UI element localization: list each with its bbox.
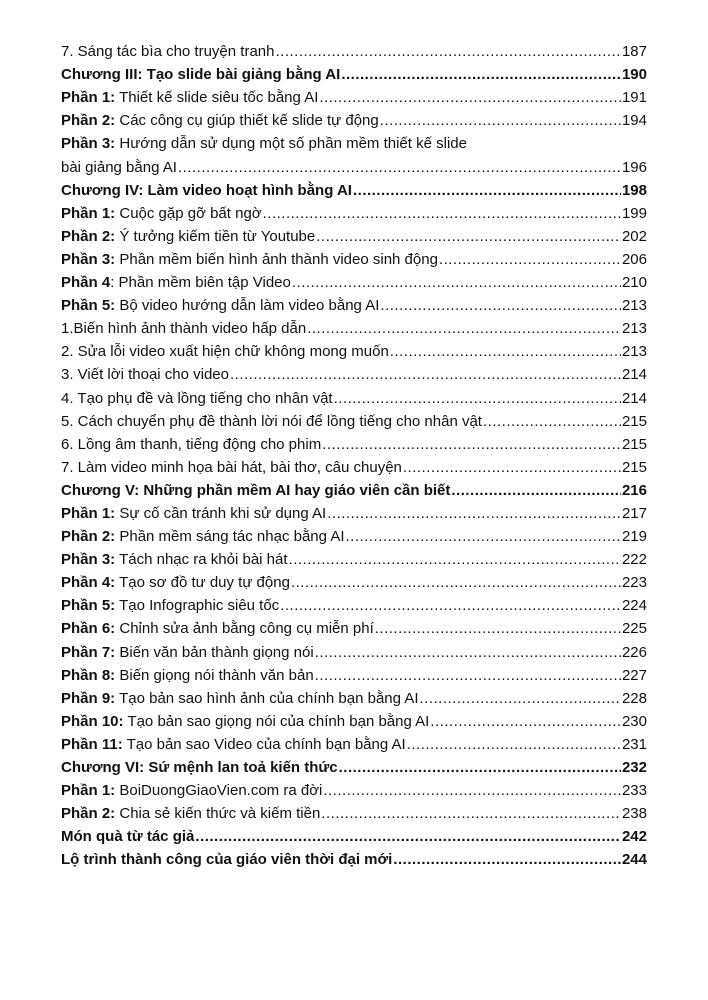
toc-entry-title [61, 459, 402, 477]
dot-leader [292, 274, 621, 292]
toc-entry-line [61, 130, 647, 153]
toc-entry-prefix: Phần 7: [61, 643, 116, 661]
toc-entry-title [61, 205, 262, 223]
toc-entry-text: Chương VI: Sứ mệnh lan toả kiến thức [61, 759, 338, 776]
toc-entry[interactable] [61, 130, 647, 176]
toc-entry-prefix: Phần 3: [61, 135, 116, 153]
toc-entry[interactable] [61, 546, 647, 569]
toc-entry-text: BoiDuongGiaoVien.com ra đời [115, 782, 323, 800]
dot-leader [275, 43, 620, 61]
toc-entry-prefix: Phần 1: [61, 504, 116, 522]
toc-page-number: 238 [621, 805, 647, 823]
dot-leader [315, 667, 621, 685]
dot-leader [393, 851, 621, 869]
toc-entry[interactable] [61, 569, 647, 592]
toc-entry[interactable] [61, 292, 647, 315]
toc-entry-title [61, 228, 315, 246]
toc-chapter[interactable] [61, 754, 647, 777]
toc-page-number: 190 [621, 66, 647, 84]
toc-chapter[interactable] [61, 846, 647, 869]
toc-entry[interactable] [61, 592, 647, 615]
toc-entry-prefix: Phần 4: [61, 574, 116, 592]
toc-entry-prefix: Phần 2: [61, 227, 116, 245]
toc-entry-title [61, 620, 374, 638]
toc-entry-prefix: Phần 9: [61, 689, 116, 707]
toc-entry[interactable] [61, 431, 647, 454]
toc-entry-text: Biến giọng nói thành văn bản [115, 666, 314, 684]
toc-entry-title [61, 89, 318, 107]
toc-entry-text: Tạo bản sao hình ảnh của chính bạn bằng AI [115, 689, 419, 707]
toc-page-number: 217 [621, 504, 647, 522]
toc-entry-title [61, 828, 194, 846]
toc-entry-text: Tạo sơ đồ tư duy tự động [115, 574, 290, 592]
toc-page-number: 228 [621, 689, 647, 707]
toc-entry-title [61, 413, 482, 431]
toc-entry-title [61, 528, 345, 546]
toc-page-number: 224 [621, 597, 647, 615]
toc-entry-text: Sự cố cần tránh khi sử dụng AI [115, 504, 327, 522]
toc-entry-title [61, 343, 389, 361]
dot-leader [230, 366, 621, 384]
toc-entry[interactable] [61, 315, 647, 338]
dot-leader [380, 112, 621, 130]
toc-entry[interactable] [61, 615, 647, 638]
dot-leader [263, 205, 621, 223]
toc-entry-text: bài giảng bằng AI [61, 158, 177, 176]
dot-leader [316, 228, 621, 246]
toc-entry-prefix: Phần 2: [61, 528, 116, 546]
toc-entry[interactable] [61, 708, 647, 731]
toc-entry-text: Tạo bản sao giọng nói của chính bạn bằng AI [123, 712, 430, 730]
table-of-contents [61, 38, 647, 869]
dot-leader [353, 182, 621, 200]
toc-entry[interactable] [61, 523, 647, 546]
toc-entry-text: 7. Sáng tác bìa cho truyện tranh [61, 43, 275, 61]
dot-leader [291, 574, 621, 592]
toc-entry-text: 2. Sửa lỗi video xuất hiện chữ không mong muốn [61, 343, 389, 361]
dot-leader [407, 736, 621, 754]
toc-page-number: 191 [621, 89, 647, 107]
toc-entry-prefix: Phần 3: [61, 250, 116, 268]
toc-page-number: 194 [621, 112, 647, 130]
toc-entry[interactable] [61, 500, 647, 523]
dot-leader [322, 436, 621, 454]
toc-entry-prefix: Phần 2: [61, 112, 116, 130]
toc-page-number: 233 [621, 782, 647, 800]
dot-leader [195, 828, 621, 846]
toc-entry-prefix: Phần 8: [61, 666, 116, 684]
toc-entry-prefix: Phần 10: [61, 712, 124, 730]
toc-page-number: 214 [621, 389, 647, 407]
toc-entry[interactable] [61, 777, 647, 800]
toc-entry[interactable] [61, 638, 647, 661]
toc-page-number: 244 [621, 851, 647, 869]
toc-entry-title [61, 482, 450, 500]
dot-leader [319, 89, 621, 107]
toc-entry-text: 3. Viết lời thoại cho video [61, 366, 229, 384]
toc-entry[interactable] [61, 384, 647, 407]
toc-entry-prefix: Phần 5: [61, 297, 116, 315]
toc-page-number: 225 [621, 620, 647, 638]
toc-entry[interactable] [61, 107, 647, 130]
toc-entry-text: 6. Lồng âm thanh, tiếng động cho phim [61, 435, 322, 453]
toc-entry-text: Chương IV: Làm video hoạt hình bằng AI [61, 181, 352, 199]
toc-entry-title [61, 112, 379, 130]
toc-entry-title [61, 713, 429, 731]
toc-entry-text: 7. Làm video minh họa bài hát, bài thơ, câu chuyện [61, 458, 402, 476]
dot-leader [321, 805, 621, 823]
dot-leader [178, 159, 621, 177]
toc-entry-text: Các công cụ giúp thiết kế slide tự động [115, 112, 379, 130]
toc-page-number: 198 [621, 181, 647, 199]
toc-entry-text: : Phần mềm biên tập Video [110, 274, 291, 292]
toc-entry-title [61, 135, 467, 153]
toc-entry[interactable] [61, 200, 647, 223]
toc-entry-text: Tách nhạc ra khỏi bài hát [115, 551, 288, 569]
toc-entry-text: Bộ video hướng dẫn làm video bằng AI [115, 297, 380, 315]
toc-entry-title [61, 574, 290, 592]
toc-chapter[interactable] [61, 477, 647, 500]
toc-entry-prefix: Phần 5: [61, 597, 116, 615]
dot-leader [339, 759, 621, 777]
toc-entry-title [61, 690, 419, 708]
dot-leader [451, 482, 621, 500]
toc-entry-title [61, 644, 314, 662]
toc-chapter[interactable] [61, 823, 647, 846]
toc-entry-title [61, 736, 406, 754]
toc-entry-text: Cuộc gặp gỡ bất ngờ [115, 204, 262, 222]
toc-entry-prefix: Phần 3: [61, 551, 116, 569]
toc-entry[interactable] [61, 338, 647, 361]
dot-leader [403, 459, 621, 477]
toc-entry-title [61, 251, 438, 269]
toc-page-number: 215 [621, 435, 647, 453]
dot-leader [323, 782, 621, 800]
toc-entry-text: Ý tưởng kiếm tiền từ Youtube [115, 227, 316, 245]
toc-entry-text: Biến văn bản thành giọng nói [115, 643, 314, 661]
toc-entry-title [61, 597, 279, 615]
toc-entry-prefix: Phần 4 [61, 274, 111, 292]
toc-entry-prefix: Phần 1: [61, 89, 116, 107]
toc-entry-title [61, 390, 333, 408]
toc-entry-text: Chương III: Tạo slide bài giảng bằng AI [61, 66, 341, 84]
toc-page-number: 187 [621, 43, 647, 61]
toc-entry-title [61, 667, 314, 685]
toc-entry-prefix: Phần 11: [61, 735, 123, 753]
dot-leader [420, 690, 621, 708]
toc-entry-prefix: Phần 1: [61, 204, 116, 222]
dot-leader [375, 620, 621, 638]
toc-entry[interactable] [61, 246, 647, 269]
toc-page-number: 242 [621, 828, 647, 846]
dot-leader [483, 413, 621, 431]
toc-entry-title [61, 320, 306, 338]
toc-entry[interactable] [61, 361, 647, 384]
toc-entry-text: 1.Biến hình ảnh thành video hấp dẫn [61, 320, 307, 338]
toc-page-number: 215 [621, 458, 647, 476]
toc-page-number: 223 [621, 574, 647, 592]
toc-entry-title [61, 274, 291, 292]
toc-entry-title [61, 851, 392, 869]
toc-entry-title [61, 66, 340, 84]
toc-entry[interactable] [61, 800, 647, 823]
dot-leader [280, 597, 621, 615]
toc-page-number: 213 [621, 320, 647, 338]
toc-page-number: 216 [621, 481, 647, 499]
toc-page-number: 230 [621, 712, 647, 730]
dot-leader [307, 320, 621, 338]
toc-entry-text: Tạo Infographic siêu tốc [115, 597, 280, 615]
dot-leader [315, 644, 621, 662]
toc-entry-text: Phần mềm biến hình ảnh thành video sinh động [115, 250, 438, 268]
toc-entry-text: Chương V: Những phần mềm AI hay giáo viên cần biết [61, 481, 451, 499]
toc-page-number: 232 [621, 759, 647, 776]
toc-chapter[interactable] [61, 61, 647, 84]
toc-page-number: 199 [621, 204, 647, 222]
dot-leader [341, 66, 621, 84]
toc-entry-title [61, 436, 321, 454]
dot-leader [289, 551, 621, 569]
toc-page-number: 202 [621, 227, 647, 245]
toc-entry-text: Chỉnh sửa ảnh bằng công cụ miễn phí [115, 620, 374, 638]
toc-entry-title [61, 759, 338, 777]
toc-entry-prefix: Phần 1: [61, 782, 116, 800]
toc-page-number: 222 [621, 551, 647, 569]
toc-entry[interactable] [61, 685, 647, 708]
toc-entry[interactable] [61, 269, 647, 292]
toc-entry-text: Tạo bản sao Video của chính bạn bằng AI [122, 735, 406, 753]
toc-page-number: 213 [621, 297, 647, 315]
toc-page-number: 214 [621, 366, 647, 384]
toc-entry[interactable] [61, 408, 647, 431]
toc-page-number: 213 [621, 343, 647, 361]
dot-leader [430, 713, 621, 731]
toc-page-number: 215 [621, 412, 647, 430]
toc-entry-text: Hướng dẫn sử dụng một số phần mềm thiết kế slide [115, 135, 467, 153]
toc-entry-title [61, 551, 288, 569]
toc-entry-text: Thiết kế slide siêu tốc bằng AI [115, 89, 319, 107]
toc-entry-title [61, 366, 229, 384]
toc-entry-title [61, 782, 322, 800]
toc-page-number: 231 [621, 735, 647, 753]
toc-entry-title [61, 182, 352, 200]
toc-entry[interactable] [61, 84, 647, 107]
dot-leader [380, 297, 621, 315]
toc-entry-text: Chia sẻ kiến thức và kiếm tiền [115, 805, 321, 823]
toc-entry[interactable] [61, 223, 647, 246]
toc-entry-text: 5. Cách chuyển phụ đề thành lời nói để lồng tiếng cho nhân vật [61, 412, 482, 430]
toc-page-number: 206 [621, 250, 647, 268]
toc-entry[interactable] [61, 662, 647, 685]
toc-entry-prefix: Phần 2: [61, 805, 116, 823]
toc-entry[interactable] [61, 454, 647, 477]
dot-leader [390, 343, 621, 361]
toc-page-number: 196 [621, 158, 647, 176]
toc-entry-line [61, 153, 647, 176]
toc-entry-text: Phần mềm sáng tác nhạc bằng AI [115, 528, 345, 546]
toc-entry-prefix: Phần 6: [61, 620, 116, 638]
toc-entry-title [61, 805, 320, 823]
toc-entry-title [61, 297, 379, 315]
dot-leader [327, 505, 621, 523]
toc-entry-text: Lộ trình thành công của giáo viên thời đại mới [61, 851, 393, 869]
toc-page-number: 210 [621, 274, 647, 292]
dot-leader [334, 390, 621, 408]
toc-page-number: 226 [621, 643, 647, 661]
toc-page-number: 227 [621, 666, 647, 684]
toc-entry[interactable] [61, 731, 647, 754]
toc-page-number: 219 [621, 528, 647, 546]
toc-entry-title [61, 505, 326, 523]
toc-entry[interactable] [61, 38, 647, 61]
toc-entry-text: Món quà từ tác giả [61, 828, 195, 846]
toc-entry-title [61, 43, 274, 61]
dot-leader [439, 251, 621, 269]
dot-leader [346, 528, 621, 546]
toc-chapter[interactable] [61, 177, 647, 200]
toc-entry-text: 4. Tạo phụ đề và lồng tiếng cho nhân vật [61, 389, 333, 407]
